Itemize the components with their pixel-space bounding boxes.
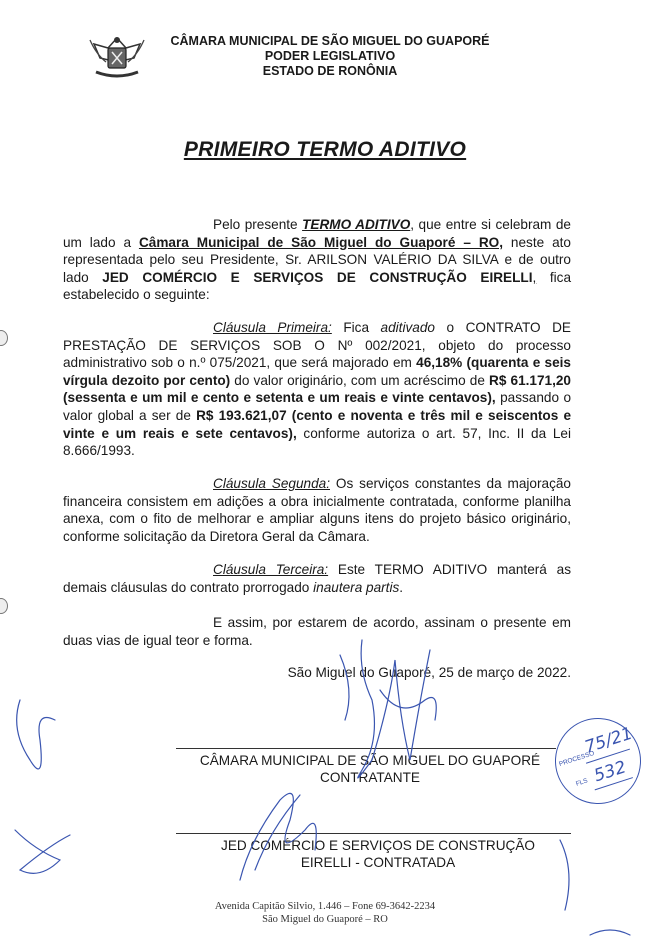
stamp-fls-value: 532: [591, 757, 629, 787]
intro-term-aditivo: TERMO ADITIVO: [302, 217, 411, 232]
signature-contratada-role: EIRELLI - CONTRATADA: [300, 855, 456, 870]
clause-3-text-3: .: [399, 579, 404, 595]
signature-contratada-name: JED COMÉRCIO E SERVIÇOS DE CONSTRUÇÃO: [221, 838, 535, 853]
stamp-processo-label: PROCESSO: [558, 749, 596, 768]
header-institution: CÂMARA MUNICIPAL DE SÃO MIGUEL DO GUAPORÉ: [170, 34, 490, 48]
footer-address: Avenida Capitão Silvio, 1.446 – Fone 69-3642-2234: [214, 901, 436, 912]
clause-1-text-3: o CONTRATO DE PRESTAÇÃO DE SERVIÇOS SOB O Nº 002/2021, objeto do processo administrativo sob o n.º 075/2021, que será majorado em: [63, 320, 572, 371]
clause-1-percentage: 46,18% (quarenta e seis vírgula dezoito por cento): [63, 355, 571, 388]
closing-text: E assim, por estarem de acordo, assinam o presente em duas vias de igual teor e forma.: [63, 615, 571, 648]
intro-comma: ,: [532, 269, 537, 285]
intro-text-3: , que entre si celebram de um lado a: [63, 217, 571, 250]
clause-1-aditivado: aditivado: [380, 320, 435, 335]
clause-1-text-5: do valor originário, com um acréscimo de: [230, 372, 490, 388]
stamp-processo-value: 75/21: [582, 723, 636, 758]
clause-2-label: Cláusula Segunda:: [213, 476, 330, 491]
signature-contratante-role: CONTRATANTE: [320, 770, 420, 785]
clause-3-text-1: Este TERMO ADITIVO manterá as demais cláusulas do contrato prorrogado: [63, 562, 572, 595]
clause-1-text-7: passando o valor global a ser de: [63, 390, 571, 423]
intro-text-5: neste ato representada pelo seu Presidente, Sr. ARILSON VALÉRIO DA SILVA e de outro lado: [63, 234, 571, 285]
footer-city: São Miguel do Guaporé – RO: [262, 914, 388, 925]
signature-contratante-name: CÂMARA MUNICIPAL DE SÃO MIGUEL DO GUAPORÉ: [199, 753, 541, 768]
header-state: ESTADO DE RONÔNIA: [262, 64, 398, 78]
clause-1-text-1: Fica: [331, 320, 381, 335]
intro-company-name: JED COMÉRCIO E SERVIÇOS DE CONSTRUÇÃO EIRELLI: [102, 269, 533, 285]
clause-1-global-amount: R$ 193.621,07 (cento e noventa e três mil e seiscentos e vinte e um reais e sete centavos),: [63, 407, 571, 441]
document-footer: [0, 900, 650, 926]
document-title: PRIMEIRO TERMO ADITIVO: [183, 138, 467, 161]
intro-camara-name: Câmara Municipal de São Miguel do Guaporé – RO,: [138, 234, 503, 250]
clause-1-increase-amount: R$ 61.171,20 (sessenta e um mil e cento e setenta e um reais e vinte centavos),: [63, 372, 571, 406]
date-line: São Miguel do Guaporé, 25 de março de 2022.: [287, 665, 571, 680]
clause-3-inautera-partis: inautera partis: [313, 579, 400, 595]
clause-1-label: Cláusula Primeira:: [213, 320, 332, 335]
stamp-fls-label: FLS: [575, 777, 589, 788]
header-branch: PODER LEGISLATIVO: [264, 49, 396, 63]
clause-2-text: Os serviços constantes da majoração financeira consistem em adições a obra inicialmente contratada, conforme planilha anexa, com o fito de melhorar e ampliar alguns itens do projeto básico originário, conforme solicitação da Diretora Geral da Câmara.: [63, 476, 571, 544]
clause-3-label: Cláusula Terceira:: [213, 562, 329, 577]
intro-text-8: fica estabelecido o seguinte:: [63, 269, 572, 303]
intro-text-1: Pelo presente: [213, 217, 303, 232]
clause-1-text-9: conforme autoriza o art. 57, Inc. II da Lei 8.666/1993.: [63, 425, 571, 459]
